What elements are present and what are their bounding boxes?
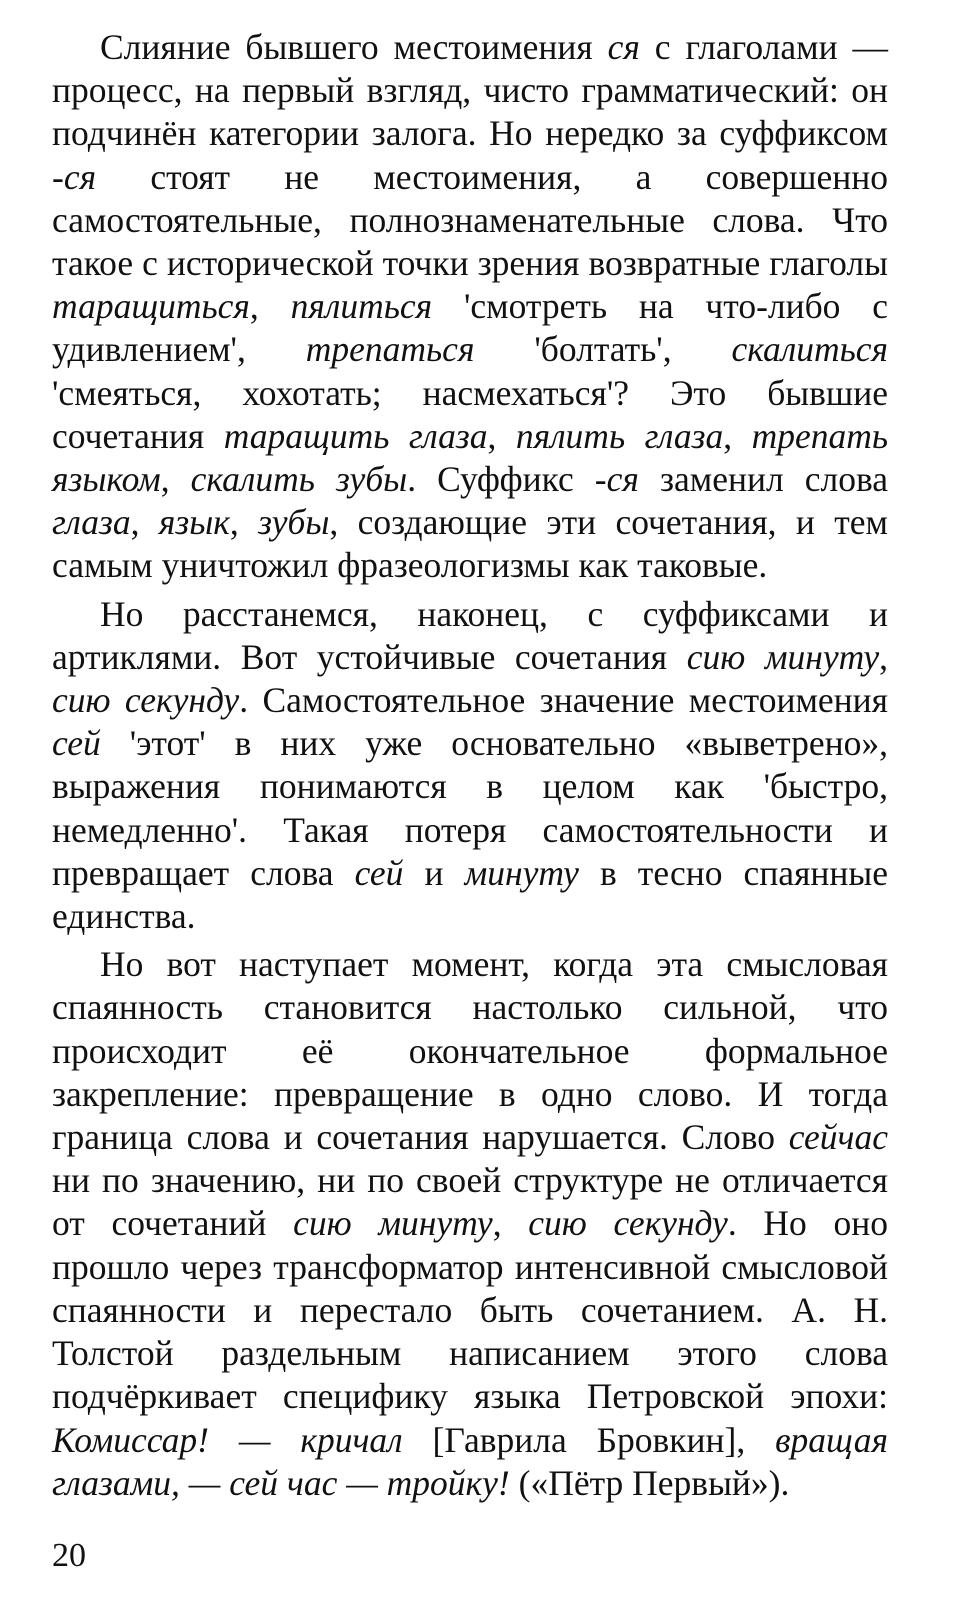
text-segment: 'смеяться, хохотать; насмехаться'? Это бывшие сочетания — [52, 372, 888, 456]
text-segment: . Самостоятельное значение местоимения — [239, 680, 888, 721]
paragraph-1 — [52, 26, 888, 588]
italic-text-segment: вращая глазами, — сей час — тройку! — [52, 1419, 888, 1503]
text-segment: , создающие эти сочетания, и тем самым уничтожил фразеологизмы как таковые. — [52, 502, 889, 586]
text-segment: , — [487, 415, 516, 456]
italic-text-segment: сейчас — [788, 1117, 888, 1158]
text-segment: 'смотреть на что-либо с удивлением', — [52, 286, 889, 370]
text-segment: 'болтать', — [474, 329, 732, 370]
italic-text-segment: скалиться — [731, 329, 888, 370]
italic-text-segment: сей — [354, 852, 404, 893]
italic-text-segment: таращить глаза — [223, 415, 488, 456]
text-segment: заменил слова — [638, 459, 888, 500]
text-segment: Но вот наступает момент, когда эта смысловая спаянность становится настолько сильной, что происходит её окончательное формальное закрепление: превращение в одно слово. И тогда граница слова и сочетания нарушается. Слово — [52, 944, 888, 1158]
page-body — [52, 26, 888, 1505]
text-segment: , — [249, 286, 291, 327]
italic-text-segment: минуту — [464, 852, 579, 893]
italic-text-segment: -ся — [52, 156, 97, 197]
text-segment: с глаголами — процесс, на первый взгляд, чисто грамматический: он подчинён категории залога. Но нередко за суффиксом — [52, 27, 888, 154]
text-segment: , — [130, 502, 159, 543]
italic-text-segment: сию секунду — [528, 1203, 728, 1244]
text-segment: , — [879, 636, 888, 677]
italic-text-segment: Комиссар! — кричал — [52, 1419, 403, 1460]
italic-text-segment: трепать языком — [52, 415, 888, 500]
text-segment: . Суффикс — [407, 459, 595, 500]
text-segment: ни по значению, ни по своей структуре не отличается от сочетаний — [52, 1160, 888, 1244]
italic-text-segment: сей — [52, 723, 101, 764]
paragraph-2 — [52, 593, 888, 939]
italic-text-segment: сию секунду — [52, 680, 240, 721]
italic-text-segment: трепаться — [305, 329, 475, 370]
italic-text-segment: сию минуту — [686, 636, 880, 677]
italic-text-segment: -ся — [594, 459, 639, 500]
text-segment: [Гаврила Бровкин], — [402, 1419, 776, 1460]
text-segment: 'этот' в них уже основательно «выветрено», выражения понимаются в целом как 'быстро, немедленно'. Такая потеря самостоятельности и превращает слова — [52, 723, 888, 893]
text-segment: («Пётр Первый»). — [509, 1462, 790, 1503]
text-segment: . Но оно прошло через трансформатор интенсивной смысловой спаянности и перестало быть сочетанием. А. Н. Толстой раздельным написанием этого слова подчёркивает специфику языка Петровской эпохи: — [52, 1203, 889, 1417]
italic-text-segment: зубы — [258, 502, 330, 543]
paragraph-3 — [52, 943, 888, 1505]
italic-text-segment: скалить зубы — [190, 459, 408, 500]
page-number: 20 — [52, 1537, 86, 1574]
italic-text-segment: ся — [607, 27, 640, 67]
text-segment: и — [403, 852, 465, 893]
italic-text-segment: глаза — [52, 502, 131, 543]
text-segment: , — [160, 459, 191, 500]
italic-text-segment: пялить глаза — [515, 415, 724, 456]
text-segment: Слияние бывшего местоимения — [100, 27, 608, 67]
italic-text-segment: таращиться — [52, 286, 250, 327]
text-segment: Но расстанемся, наконец, с суффиксами и артиклями. Вот устойчивые сочетания — [52, 593, 888, 677]
text-segment: в тесно спаянные единства. — [52, 852, 889, 937]
italic-text-segment: язык — [158, 502, 230, 543]
italic-text-segment: пялиться — [290, 286, 433, 327]
italic-text-segment: сию минуту — [293, 1203, 493, 1244]
text-segment: стоят не местоимения, а совершенно самостоятельные, полнознаменательные слова. Что такое с исторической точки зрения возвратные глаголы — [52, 156, 888, 284]
text-segment: , — [723, 415, 752, 456]
text-segment: , — [492, 1203, 529, 1244]
text-segment: , — [229, 502, 259, 543]
